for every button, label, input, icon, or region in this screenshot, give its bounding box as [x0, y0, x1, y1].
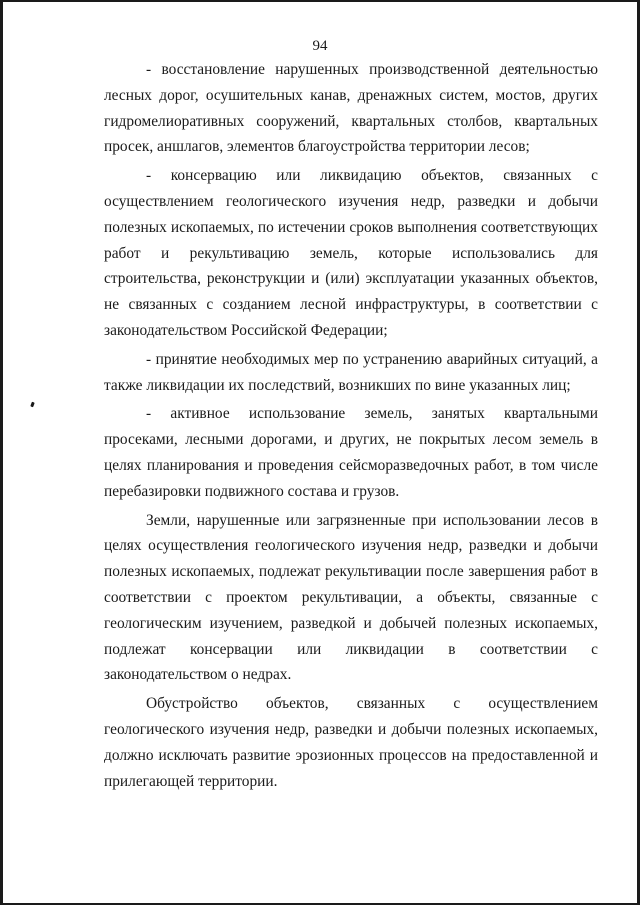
page-number: 94	[312, 38, 328, 54]
paragraph-emergency: - принятие необходимых мер по устранению аварийных ситуаций, а также ликвидации их последствий, возникших по вине указанных лиц;	[104, 350, 598, 394]
paragraph-land-use: - активное использование земель, занятых квартальными просеками, лесными дорогами, и других, не покрытых лесом земель в целях планирования и проведения сейсморазведочных работ, в том числе перебазировки подвижного состава и грузов.	[104, 405, 598, 500]
paragraph-recultivation: Земли, нарушенные или загрязненные при использовании лесов в целях осуществления геологического изучения недр, разведки и добычи полезных ископаемых, подлежат рекультивации после завершения работ в соответствии с проектом рекультивации, а объекты, связанные с геологическим изучением, разведкой и добычей полезных ископаемых, подлежат консервации или ликвидации в соответствии с законодательством о недрах.	[104, 511, 598, 684]
document-body	[104, 57, 598, 794]
margin-ink-mark	[30, 402, 35, 408]
scan-border-top	[0, 0, 640, 2]
paragraph-restoration: - восстановление нарушенных производственной деятельностью лесных дорог, осушительных канав, дренажных систем, мостов, других гидромелиоративных сооружений, квартальных столбов, квартальных просек, аншлагов, элементов благоустройства территории лесов;	[104, 61, 598, 156]
paragraph-conservation: - консервацию или ликвидацию объектов, связанных с осуществлением геологического изучения недр, разведки и добычи полезных ископаемых, по истечении сроков выполнения соответствующих работ и рекультивацию земель, которые использовались для строительства, реконструкции и (или) эксплуатации указанных объектов, не связанных с созданием лесной инфраструктуры, в соответствии с законодательством Российской Федерации;	[104, 167, 598, 339]
paragraph-erosion: Обустройство объектов, связанных с осуществлением геологического изучения недр, разведки и добычи полезных ископаемых, должно исключать развитие эрозионных процессов на предоставленной и прилегающей территории.	[104, 695, 598, 790]
scan-border-left	[0, 0, 3, 905]
